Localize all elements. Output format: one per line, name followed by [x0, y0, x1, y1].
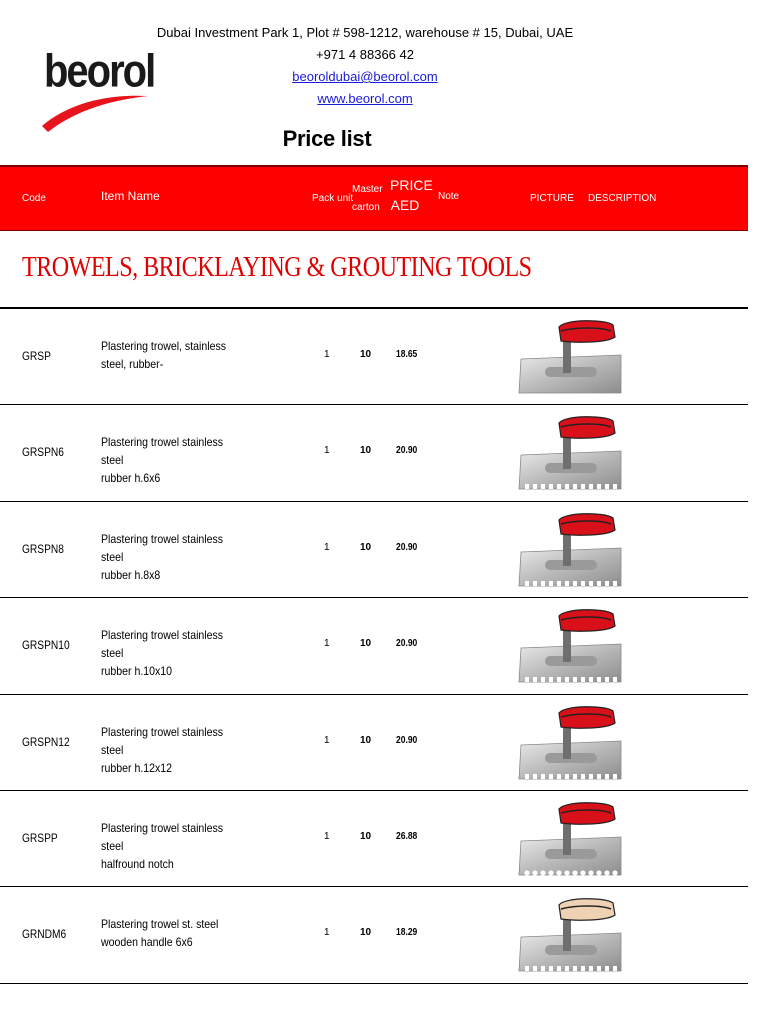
item-name-line2: halfround notch — [101, 856, 174, 871]
column-price — [390, 175, 433, 215]
item-name — [101, 915, 233, 951]
trowel-picture-icon — [515, 510, 627, 592]
table-row — [0, 309, 748, 405]
master-carton-value: 10 — [360, 927, 372, 939]
trowel-picture-icon — [515, 895, 627, 977]
table-header — [0, 165, 748, 231]
pack-unit-value: 1 — [324, 445, 330, 457]
table-row — [0, 502, 748, 598]
table-row — [0, 405, 748, 501]
logo-wordmark: beorol — [44, 46, 155, 97]
column-note: Note — [438, 191, 460, 202]
page-title: Price list — [282, 126, 372, 151]
item-code: GRSPP — [22, 830, 58, 845]
trowel-picture-icon — [515, 799, 627, 881]
item-name-line1: Plastering trowel stainless steel — [101, 724, 224, 757]
column-description: DESCRIPTION — [588, 193, 657, 204]
item-name-line2: rubber h.6x6 — [101, 471, 161, 486]
item-name-line1: Plastering trowel, stainless — [101, 339, 227, 353]
item-name — [101, 626, 233, 680]
company-phone: +971 4 88366 42 — [316, 47, 414, 62]
beorol-logo — [40, 44, 155, 132]
table-row — [0, 791, 748, 887]
master-carton-value: 10 — [360, 830, 372, 842]
item-name — [101, 530, 233, 584]
column-master-carton-line1: Master — [352, 184, 383, 195]
pack-unit-value: 1 — [324, 927, 330, 939]
column-code: Code — [22, 193, 46, 204]
website-link[interactable]: www.beorol.com — [317, 91, 413, 106]
price-value: 26.88 — [396, 830, 418, 842]
item-name-line1: Plastering trowel stainless steel — [101, 531, 224, 564]
table-row — [0, 695, 748, 791]
item-code: GRSP — [22, 349, 51, 363]
item-name — [101, 723, 233, 777]
price-value: 20.90 — [396, 638, 418, 650]
item-code: GRSPN10 — [22, 638, 70, 653]
table-row — [0, 598, 748, 694]
column-price-line1: PRICE — [390, 177, 433, 193]
column-pack-unit: Pack unit — [312, 193, 354, 204]
pack-unit-value: 1 — [324, 638, 330, 650]
item-name-line2: rubber h.12x12 — [101, 760, 173, 775]
trowel-picture-icon — [515, 413, 627, 495]
column-item-name: Item Name — [101, 189, 160, 203]
column-picture: PICTURE — [530, 193, 574, 204]
item-name-line1: Plastering trowel stainless steel — [101, 435, 224, 468]
column-price-line2: AED — [390, 197, 420, 213]
item-code: GRSPN8 — [22, 541, 64, 556]
price-value: 20.90 — [396, 445, 418, 457]
table-row — [0, 887, 748, 983]
price-value: 18.29 — [396, 927, 418, 939]
master-carton-value: 10 — [360, 349, 372, 360]
trowel-picture-icon — [515, 606, 627, 688]
item-code: GRSPN6 — [22, 445, 64, 460]
column-master-carton — [352, 181, 383, 217]
price-value: 20.90 — [396, 734, 418, 746]
company-address: Dubai Investment Park 1, Plot # 598-1212, warehouse # 15, Dubai, UAE — [156, 25, 574, 40]
item-code: GRNDM6 — [22, 927, 67, 942]
item-name — [101, 433, 233, 487]
item-code: GRSPN12 — [22, 734, 70, 749]
price-value: 20.90 — [396, 541, 418, 553]
item-name-line1: Plastering trowel stainless steel — [101, 820, 224, 853]
item-name-line1: Plastering trowel st. steel — [101, 917, 219, 932]
item-name — [101, 819, 233, 873]
item-name-line1: Plastering trowel stainless steel — [101, 628, 224, 661]
email-link[interactable]: beoroldubai@beorol.com — [292, 69, 438, 84]
pack-unit-value: 1 — [324, 541, 330, 553]
master-carton-value: 10 — [360, 445, 372, 457]
master-carton-value: 10 — [360, 638, 372, 650]
pack-unit-value: 1 — [324, 349, 330, 360]
column-master-carton-line2: carton — [352, 202, 380, 213]
product-table — [0, 309, 748, 984]
pack-unit-value: 1 — [324, 734, 330, 746]
pack-unit-value: 1 — [324, 830, 330, 842]
item-name-line2: wooden handle 6x6 — [101, 935, 193, 950]
trowel-picture-icon — [515, 317, 627, 399]
item-name-line2: rubber h.10x10 — [101, 664, 173, 679]
item-name — [101, 337, 233, 373]
price-value: 18.65 — [396, 349, 418, 360]
item-name-line2: steel, rubber- — [101, 357, 164, 371]
master-carton-value: 10 — [360, 734, 372, 746]
item-name-line2: rubber h.8x8 — [101, 567, 161, 582]
trowel-picture-icon — [515, 703, 627, 785]
section-title: TROWELS, BRICKLAYING & GROUTING TOOLS — [22, 252, 532, 283]
contact-info — [150, 22, 580, 110]
master-carton-value: 10 — [360, 541, 372, 553]
